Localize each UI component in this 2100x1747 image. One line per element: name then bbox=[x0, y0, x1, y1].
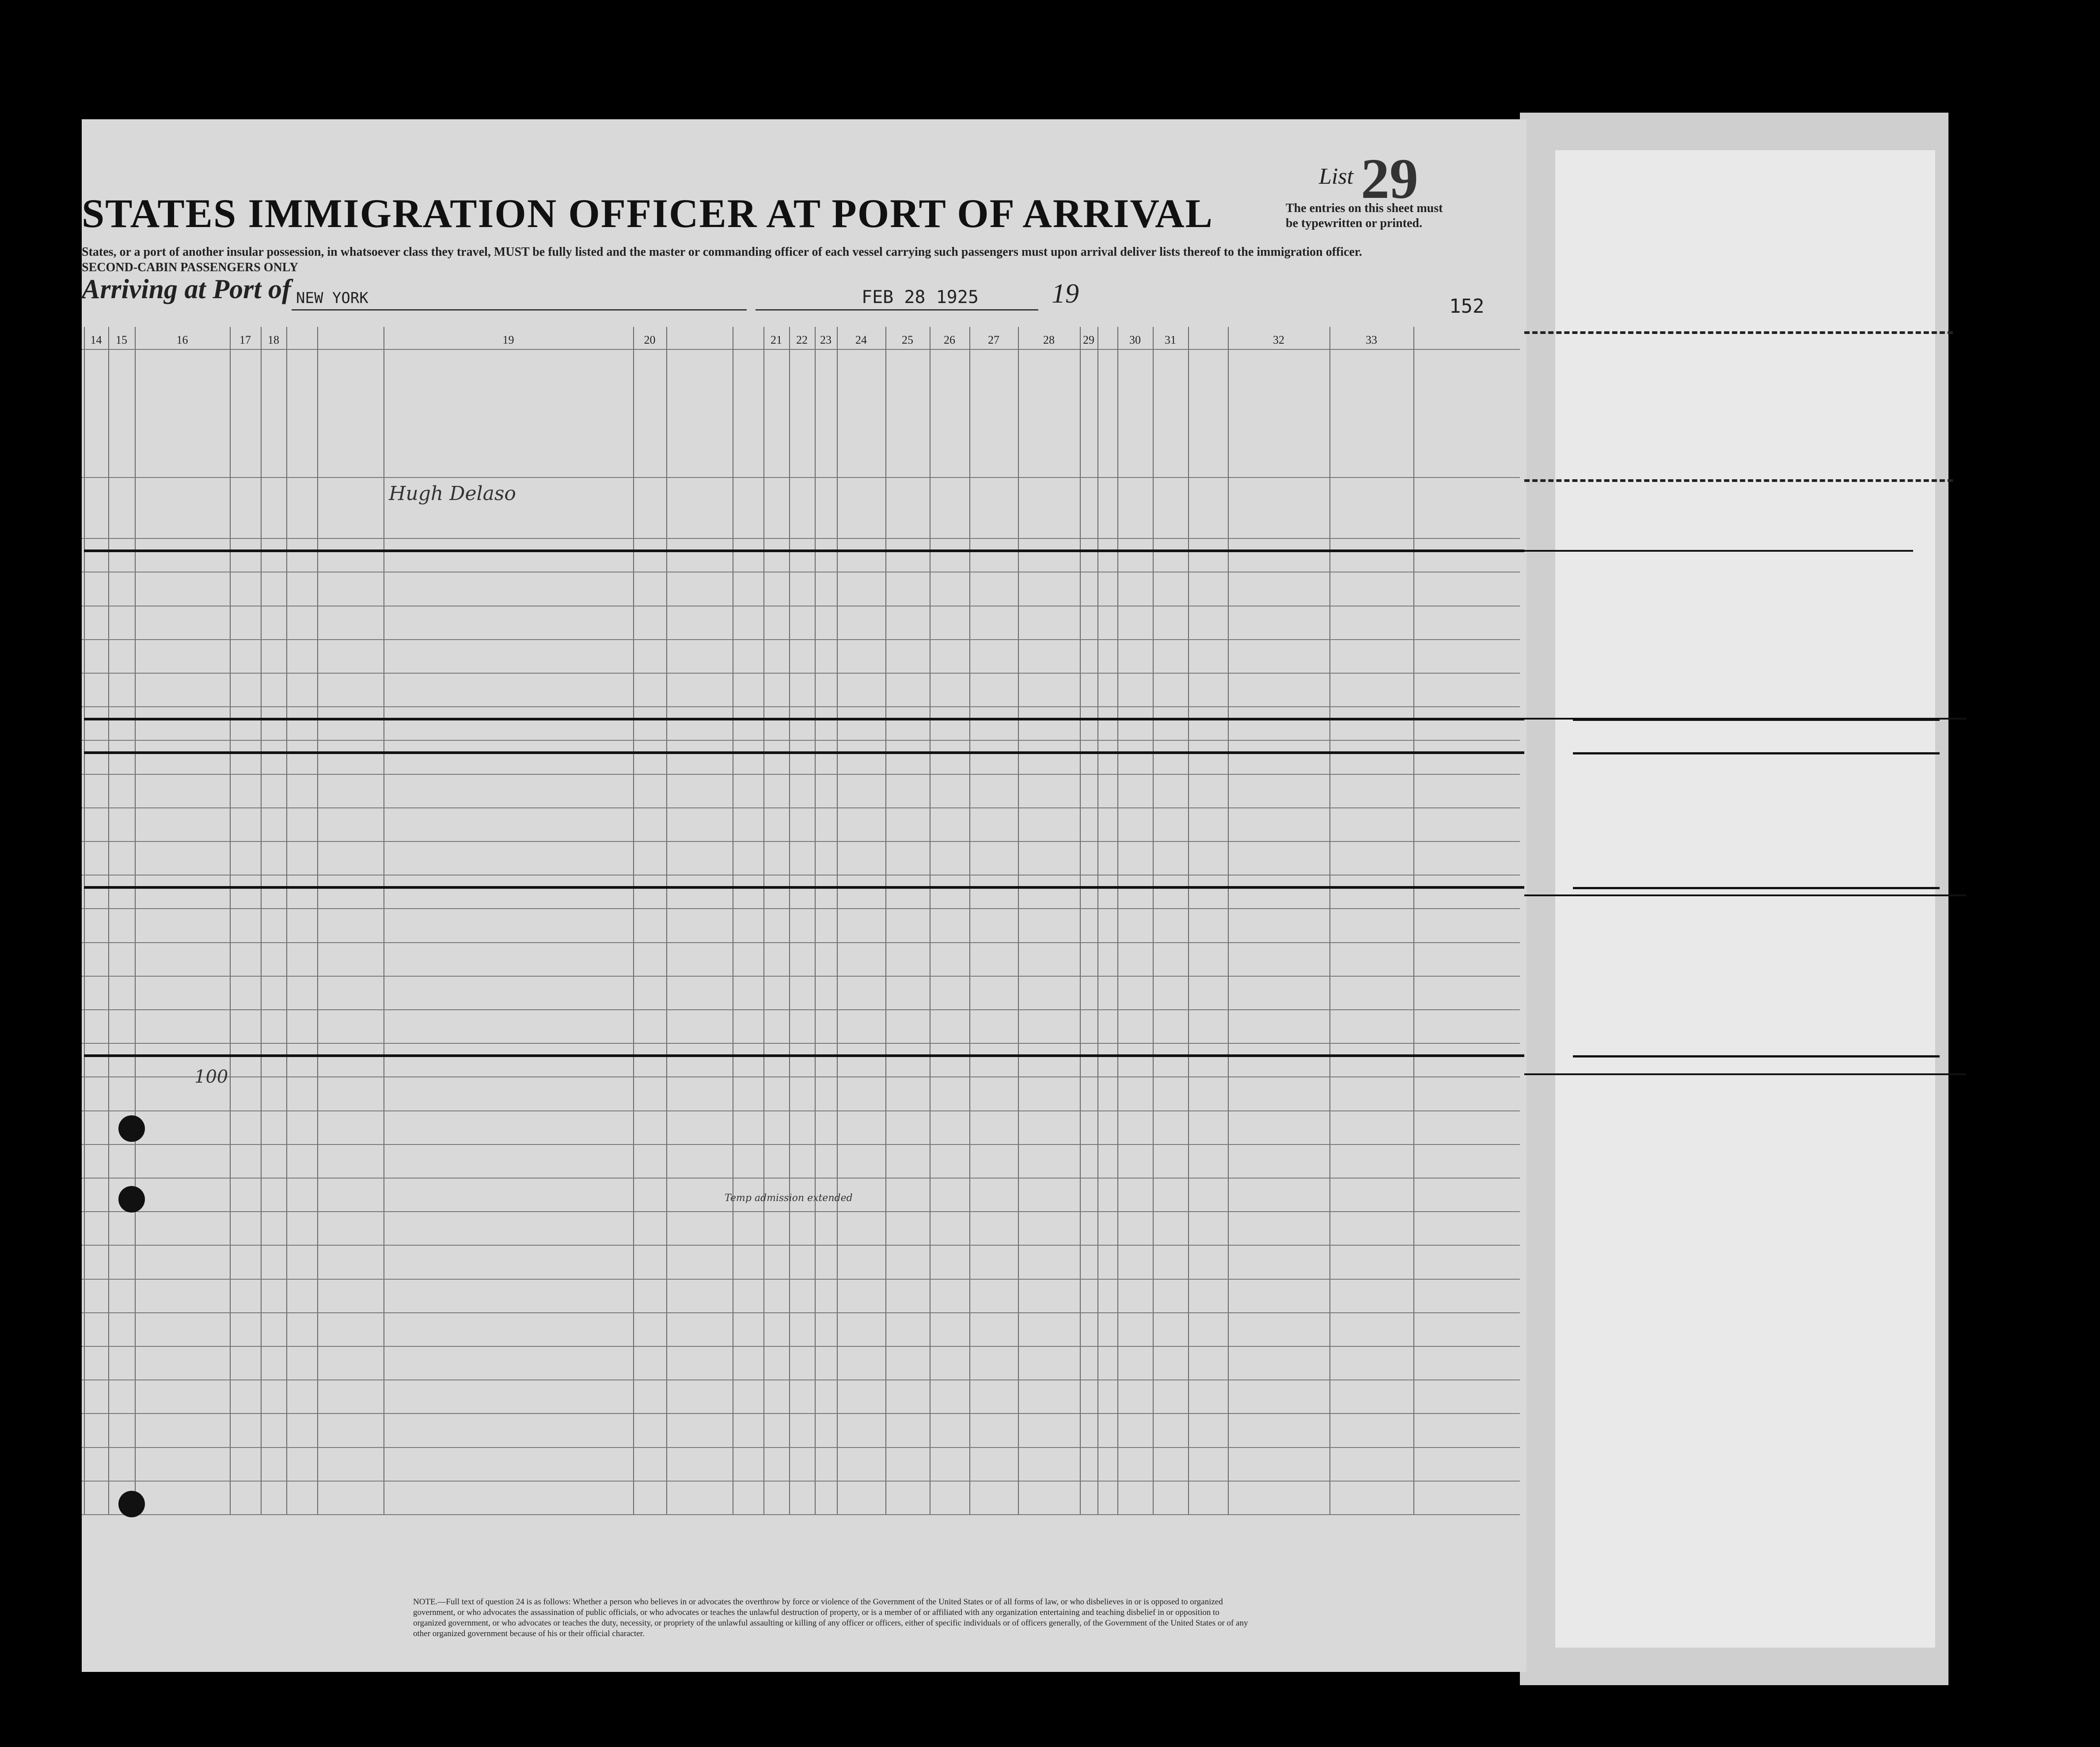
column-number: 27 bbox=[988, 333, 999, 346]
arriving-label: Arriving at Port of bbox=[82, 274, 291, 304]
column-divider bbox=[317, 327, 318, 1515]
strike-line bbox=[84, 886, 1524, 889]
row-rule bbox=[82, 673, 1520, 674]
row-rule bbox=[82, 639, 1520, 640]
column-number: 23 bbox=[820, 333, 832, 346]
column-divider bbox=[135, 327, 136, 1515]
right-strike bbox=[1524, 718, 1966, 720]
column-divider bbox=[286, 327, 287, 1515]
right-strike bbox=[1573, 887, 1940, 889]
list-number: 29 bbox=[1361, 147, 1418, 211]
column-divider bbox=[763, 327, 764, 1515]
column-divider bbox=[261, 327, 262, 1515]
strike-line bbox=[84, 718, 1524, 720]
manifest-grid bbox=[82, 327, 1520, 1515]
row-rule bbox=[82, 1211, 1520, 1212]
column-divider bbox=[633, 327, 634, 1515]
row-rule bbox=[82, 1043, 1520, 1044]
column-divider bbox=[108, 327, 109, 1515]
handwritten-name: Hugh Delaso bbox=[389, 482, 516, 505]
column-divider bbox=[1329, 327, 1330, 1515]
row-rule bbox=[82, 706, 1520, 707]
port-rule bbox=[292, 309, 747, 311]
column-divider bbox=[230, 327, 231, 1515]
column-number: 20 bbox=[644, 333, 656, 346]
row-rule bbox=[82, 1379, 1520, 1380]
right-dash-rule bbox=[1524, 479, 1953, 482]
column-divider bbox=[1097, 327, 1098, 1515]
header-rule bbox=[82, 349, 1520, 350]
page-title: STATES IMMIGRATION OFFICER AT PORT OF ARRIVAL bbox=[82, 191, 1213, 236]
column-number: 32 bbox=[1273, 333, 1284, 346]
column-divider bbox=[1188, 327, 1189, 1515]
footnote: NOTE.—Full text of question 24 is as follows: Whether a person who believes in or advocates the overthrow by force or violence of the Government of the United States or of all forms of law, or who disbelieves in or is opposed to organized government, or who advocates the assassination of public officials, or who advocates or teaches the unlawful destruction of property, or is a member of or affiliated with any organization entertaining and teaching disbelief in or opposition to organized government, or who advocates or teaches the duty, necessity, or propriety of the unlawful assaulting or killing of any officer or officers, either of specific individuals or of officers generally, of the Government of the United States or of any other organized government because of his or their official character. bbox=[413, 1597, 1248, 1638]
column-divider bbox=[1228, 327, 1229, 1515]
row-rule bbox=[82, 1279, 1520, 1280]
row-rule bbox=[82, 1346, 1520, 1347]
typed-note: The entries on this sheet must be typewritten or printed. bbox=[1286, 201, 1443, 230]
row-rule bbox=[82, 1110, 1520, 1111]
row-rule bbox=[82, 1144, 1520, 1145]
row-rule bbox=[82, 1481, 1520, 1482]
column-number: 29 bbox=[1083, 333, 1094, 346]
column-number: 31 bbox=[1165, 333, 1176, 346]
page-number: 152 bbox=[1449, 295, 1485, 318]
column-divider bbox=[1117, 327, 1118, 1515]
punch-hole bbox=[118, 1491, 145, 1517]
header-rule bbox=[82, 477, 1520, 478]
row-rule bbox=[82, 908, 1520, 909]
column-number: 25 bbox=[902, 333, 913, 346]
row-rule bbox=[82, 1447, 1520, 1448]
row-rule bbox=[82, 538, 1520, 539]
date-stamp: FEB 28 1925 bbox=[862, 287, 979, 307]
strike-line bbox=[84, 549, 1524, 552]
header-instructions: States, or a port of another insular possession, in whatsoever class they travel, MUST be fully listed and the master or commanding officer of each vessel carrying such passengers must upon arrival deliver lists thereof to the immigration officer. bbox=[82, 245, 1362, 259]
column-divider bbox=[837, 327, 838, 1515]
column-number: 22 bbox=[796, 333, 808, 346]
column-divider bbox=[815, 327, 816, 1515]
column-number: 16 bbox=[176, 333, 188, 346]
strike-line bbox=[84, 1054, 1524, 1057]
punch-hole bbox=[118, 1186, 145, 1213]
column-divider bbox=[969, 327, 970, 1515]
column-number: 30 bbox=[1129, 333, 1141, 346]
right-dash-rule bbox=[1524, 331, 1953, 334]
column-divider bbox=[1080, 327, 1081, 1515]
column-number: 15 bbox=[116, 333, 127, 346]
column-number: 17 bbox=[239, 333, 251, 346]
back-sheet-inner bbox=[1555, 150, 1935, 1648]
strike-line bbox=[84, 751, 1524, 754]
date-rule bbox=[756, 309, 1038, 311]
row-rule bbox=[82, 774, 1520, 775]
list-label: List bbox=[1319, 164, 1354, 189]
row-rule bbox=[82, 1514, 1520, 1515]
row-rule bbox=[82, 1245, 1520, 1246]
row-rule bbox=[82, 1413, 1520, 1414]
right-strike bbox=[1524, 550, 1913, 552]
punch-hole bbox=[118, 1115, 145, 1142]
right-strike bbox=[1524, 1073, 1966, 1075]
column-number: 24 bbox=[855, 333, 867, 346]
column-divider bbox=[789, 327, 790, 1515]
column-divider bbox=[1413, 327, 1414, 1515]
row-rule bbox=[82, 976, 1520, 977]
column-divider bbox=[1153, 327, 1154, 1515]
right-strike bbox=[1573, 752, 1940, 754]
column-number: 14 bbox=[90, 333, 102, 346]
row-rule bbox=[82, 740, 1520, 741]
column-number: 28 bbox=[1043, 333, 1055, 346]
column-divider bbox=[84, 327, 85, 1515]
row-rule bbox=[82, 841, 1520, 842]
row-rule bbox=[82, 1178, 1520, 1179]
column-number: 18 bbox=[268, 333, 279, 346]
column-number: 33 bbox=[1366, 333, 1377, 346]
column-divider bbox=[885, 327, 886, 1515]
row-rule bbox=[82, 807, 1520, 808]
port-name: NEW YORK bbox=[296, 289, 368, 307]
right-strike bbox=[1524, 894, 1966, 896]
handwritten-money: 100 bbox=[194, 1067, 228, 1087]
right-strike bbox=[1573, 1055, 1940, 1057]
year-prefix: 19 bbox=[1052, 279, 1079, 309]
column-number: 26 bbox=[944, 333, 955, 346]
column-number: 19 bbox=[502, 333, 514, 346]
column-divider bbox=[666, 327, 667, 1515]
row-rule bbox=[82, 1076, 1520, 1077]
handwritten-note: Temp admission extended bbox=[725, 1193, 853, 1204]
row-rule bbox=[82, 1009, 1520, 1010]
header-class: SECOND-CABIN PASSENGERS ONLY bbox=[82, 261, 299, 274]
row-rule bbox=[82, 1312, 1520, 1313]
column-number: 21 bbox=[771, 333, 782, 346]
row-rule bbox=[82, 942, 1520, 943]
column-divider bbox=[1018, 327, 1019, 1515]
